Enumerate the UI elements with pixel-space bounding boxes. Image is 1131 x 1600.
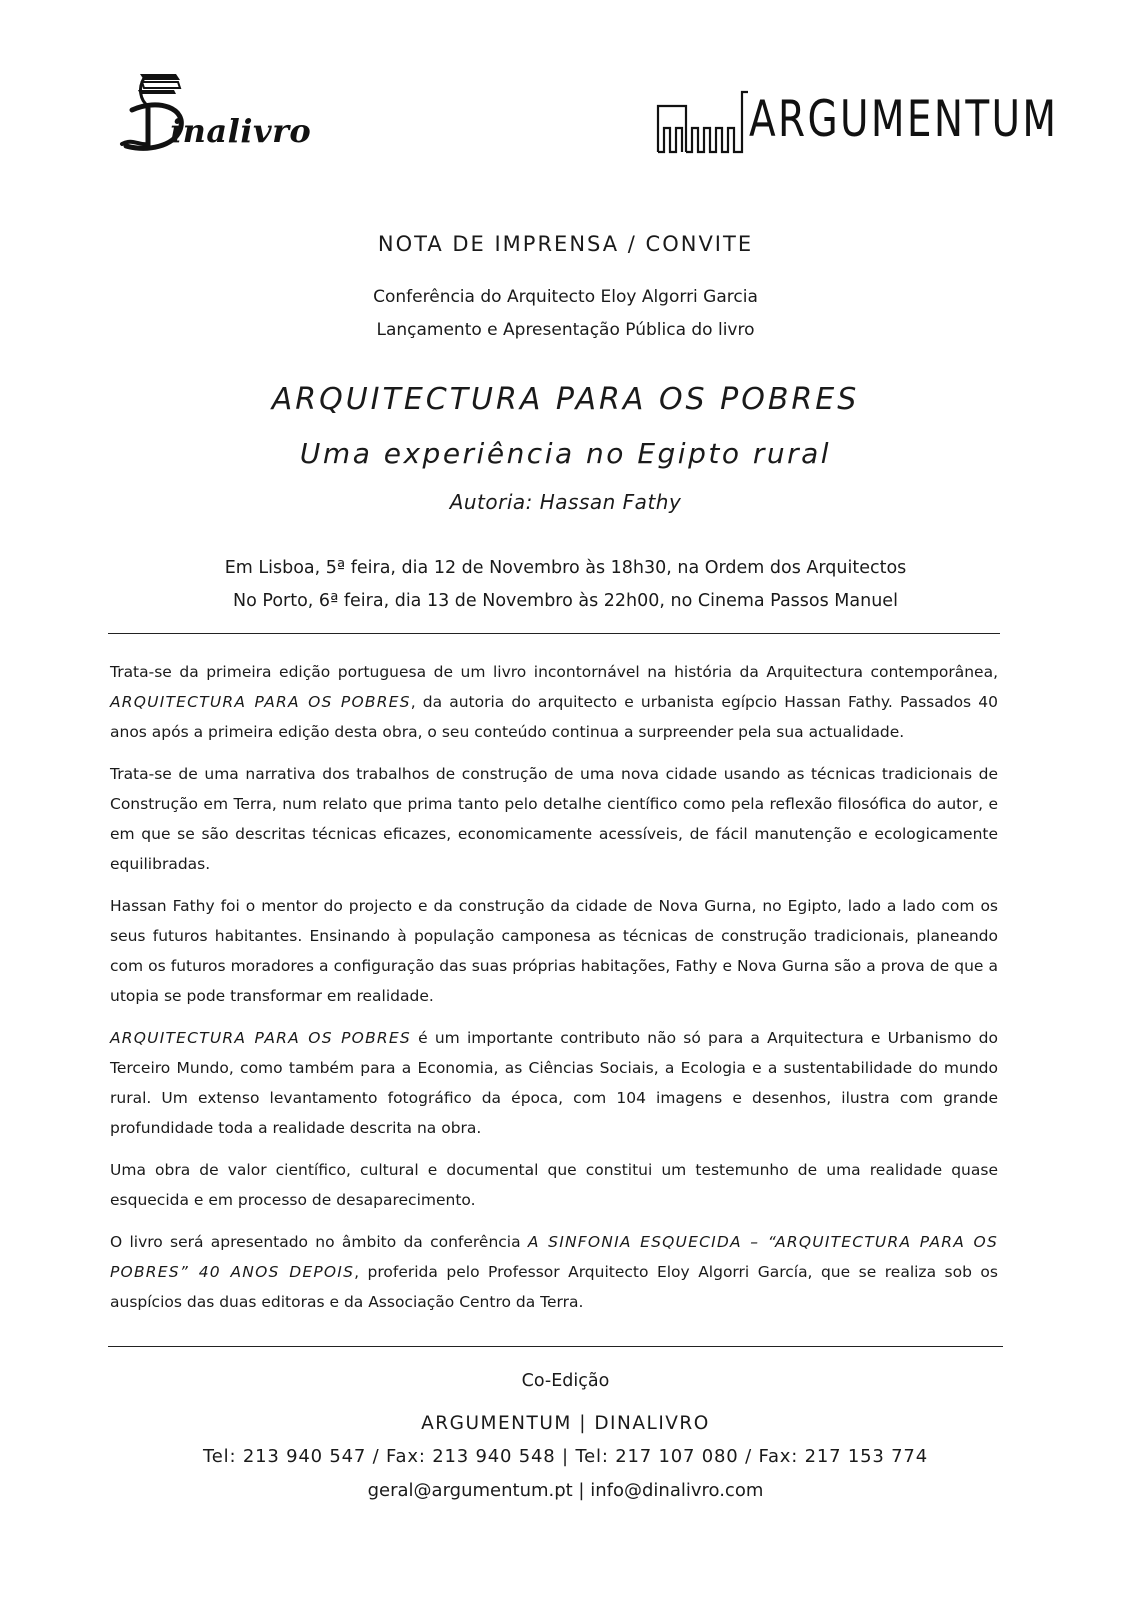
paragraph-5: Uma obra de valor científico, cultural e documental que constitui um testemunho de uma realidade quase esquecida e em processo de desaparecimento.: [110, 1161, 998, 1209]
argumentum-logo: [656, 88, 1059, 154]
event-porto: No Porto, 6ª feira, dia 13 de Novembro às 22h00, no Cinema Passos Manuel: [233, 591, 898, 611]
divider-bottom: [108, 1346, 1003, 1347]
body-text: [110, 657, 998, 1329]
paragraph-3: Hassan Fathy foi o mentor do projecto e da construção da cidade de Nova Gurna, no Egipto, lado a lado com os seus futuros habitantes. Ensinando à população camponesa as técnicas de construção tradicionais, planeando com os futuros moradores a configuração das suas próprias habitações, Fathy e Nova Gurna são a prova de que a utopia se pode transformar em realidade.: [110, 897, 998, 1005]
publishers-line: ARGUMENTUM | DINALIVRO: [421, 1413, 710, 1434]
conference-line: Conferência do Arquitecto Eloy Algorri Garcia: [373, 287, 758, 307]
press-release-label: NOTA DE IMPRENSA / CONVITE: [377, 232, 754, 256]
paragraph-2: Trata-se de uma narrativa dos trabalhos de construção de uma nova cidade usando as técnicas tradicionais de Construção em Terra, num relato que prima tanto pelo detalhe científico como pela reflexão filosófica do autor, e em que se são descritas técnicas eficazes, economicamente acessíveis, de fácil manutenção e ecologicamente equilibradas.: [110, 765, 998, 873]
dinalivro-logo: [118, 68, 338, 158]
book-author: Autoria: Hassan Fathy: [449, 490, 682, 514]
dinalivro-wordmark: inalivro: [170, 112, 312, 150]
email-line: geral@argumentum.pt | info@dinalivro.com: [367, 1480, 764, 1501]
event-lisboa: Em Lisboa, 5ª feira, dia 12 de Novembro às 18h30, na Ordem dos Arquitectos: [224, 558, 907, 578]
paragraph-1: Trata-se da primeira edição portuguesa de um livro incontornável na história da Arquitectura contemporânea, ARQUITECTURA PARA OS POBRES, da autoria do arquitecto e urbanista egípcio Hassan Fathy. Passados 40 anos após a primeira edição desta obra, o seu conteúdo continua a surpreender pela sua actualidade.: [110, 663, 998, 741]
book-subtitle: Uma experiência no Egipto rural: [299, 437, 832, 470]
launch-line: Lançamento e Apresentação Pública do livro: [376, 320, 755, 340]
phone-fax-line: Tel: 213 940 547 / Fax: 213 940 548 | Tel: 217 107 080 / Fax: 217 153 774: [203, 1446, 928, 1467]
building-outline-icon: [656, 88, 751, 154]
divider-top: [108, 633, 1000, 634]
book-title: ARQUITECTURA PARA OS POBRES: [271, 382, 860, 417]
paragraph-4: ARQUITECTURA PARA OS POBRES é um importante contributo não só para a Arquitectura e Urbanismo do Terceiro Mundo, como também para a Economia, as Ciências Sociais, a Ecologia e a sustentabilidade do mundo rural. Um extenso levantamento fotográfico da época, com 104 imagens e desenhos, ilustra com grande profundidade toda a realidade descrita na obra.: [110, 1029, 998, 1137]
argumentum-wordmark: ARGUMENTUM: [749, 90, 1059, 148]
co-edition-label: Co-Edição: [521, 1371, 610, 1391]
paragraph-6: O livro será apresentado no âmbito da conferência A SINFONIA ESQUECIDA – “ARQUITECTURA PARA OS POBRES” 40 ANOS DEPOIS, proferida pelo Professor Arquitecto Eloy Algorri García, que se realiza sob os auspícios das duas editoras e da Associação Centro da Terra.: [110, 1233, 998, 1311]
